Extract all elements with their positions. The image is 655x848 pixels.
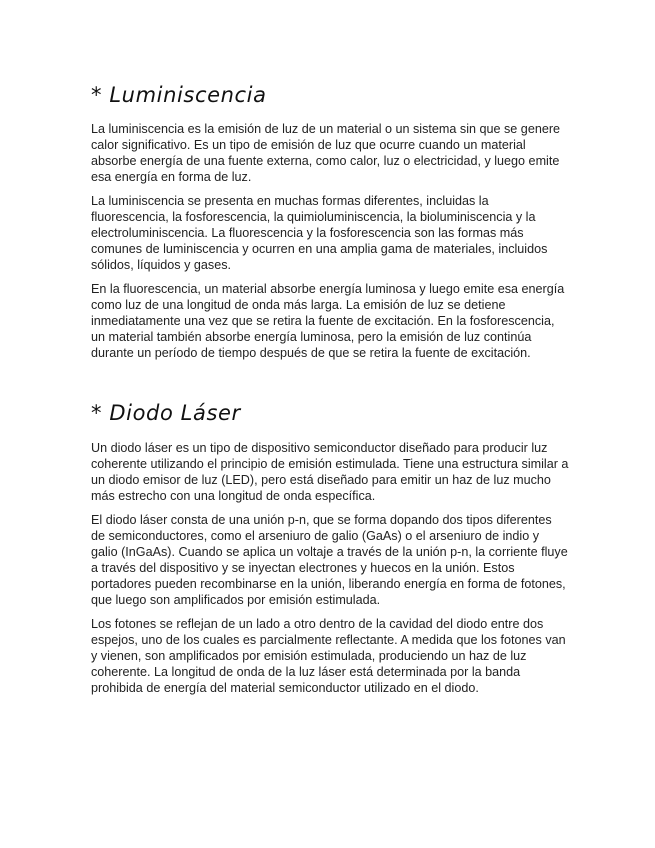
paragraph: La luminiscencia es la emisión de luz de un material o un sistema sin que se genere calor significativo. Es un tipo de emisión de luz que ocurre cuando un material absorbe energía de una fuente externa, como calor, luz o electricidad, y luego emite esa energía en forma de luz. (91, 122, 561, 184)
section-heading-diodo-laser: * Diodo Láser (91, 401, 241, 425)
section-body-diodo-laser (91, 440, 569, 704)
paragraph: Un diodo láser es un tipo de dispositivo semiconductor diseñado para producir luz coherente utilizando el principio de emisión estimulada. Tiene una estructura similar a un diodo emisor de luz (LED), pero está diseñado para emitir un haz de luz mucho más estrecho con una longitud de onda específica. (91, 441, 569, 503)
paragraph: El diodo láser consta de una unión p-n, que se forma dopando dos tipos diferentes de semiconductores, como el arseniuro de galio (GaAs) o el arseniuro de indio y galio (InGaAs). Cuando se aplica un voltaje a través de la unión p-n, la corriente fluye a través del dispositivo y se inyectan electrones y huecos en la unión. Estos portadores pueden recombinarse en la unión, liberando energía en forma de fotones, que luego son amplificados por emisión estimulada. (91, 513, 568, 607)
section-body-luminiscencia (91, 121, 569, 369)
paragraph: En la fluorescencia, un material absorbe energía luminosa y luego emite esa energía como luz de una longitud de onda más larga. La emisión de luz se detiene inmediatamente una vez que se retira la fuente de excitación. En la fosforescencia, un material también absorbe energía luminosa, pero la emisión de luz continúa durante un período de tiempo después de que se retira la fuente de excitación. (91, 282, 565, 360)
paragraph: La luminiscencia se presenta en muchas formas diferentes, incluidas la fluorescencia, la fosforescencia, la quimioluminiscencia, la bioluminiscencia y la electroluminiscencia. La fluorescencia y la fosforescencia son las formas más comunes de luminiscencia y ocurren en una amplia gama de materiales, incluidos sólidos, líquidos y gases. (91, 194, 548, 272)
paragraph: Los fotones se reflejan de un lado a otro dentro de la cavidad del diodo entre dos espejos, uno de los cuales es parcialmente reflectante. A medida que los fotones van y vienen, son amplificados por emisión estimulada, produciendo un haz de luz coherente. La longitud de onda de la luz láser está determinada por la banda prohibida de energía del material semiconductor utilizado en el diodo. (91, 617, 566, 695)
section-heading-luminiscencia: * Luminiscencia (91, 83, 267, 107)
